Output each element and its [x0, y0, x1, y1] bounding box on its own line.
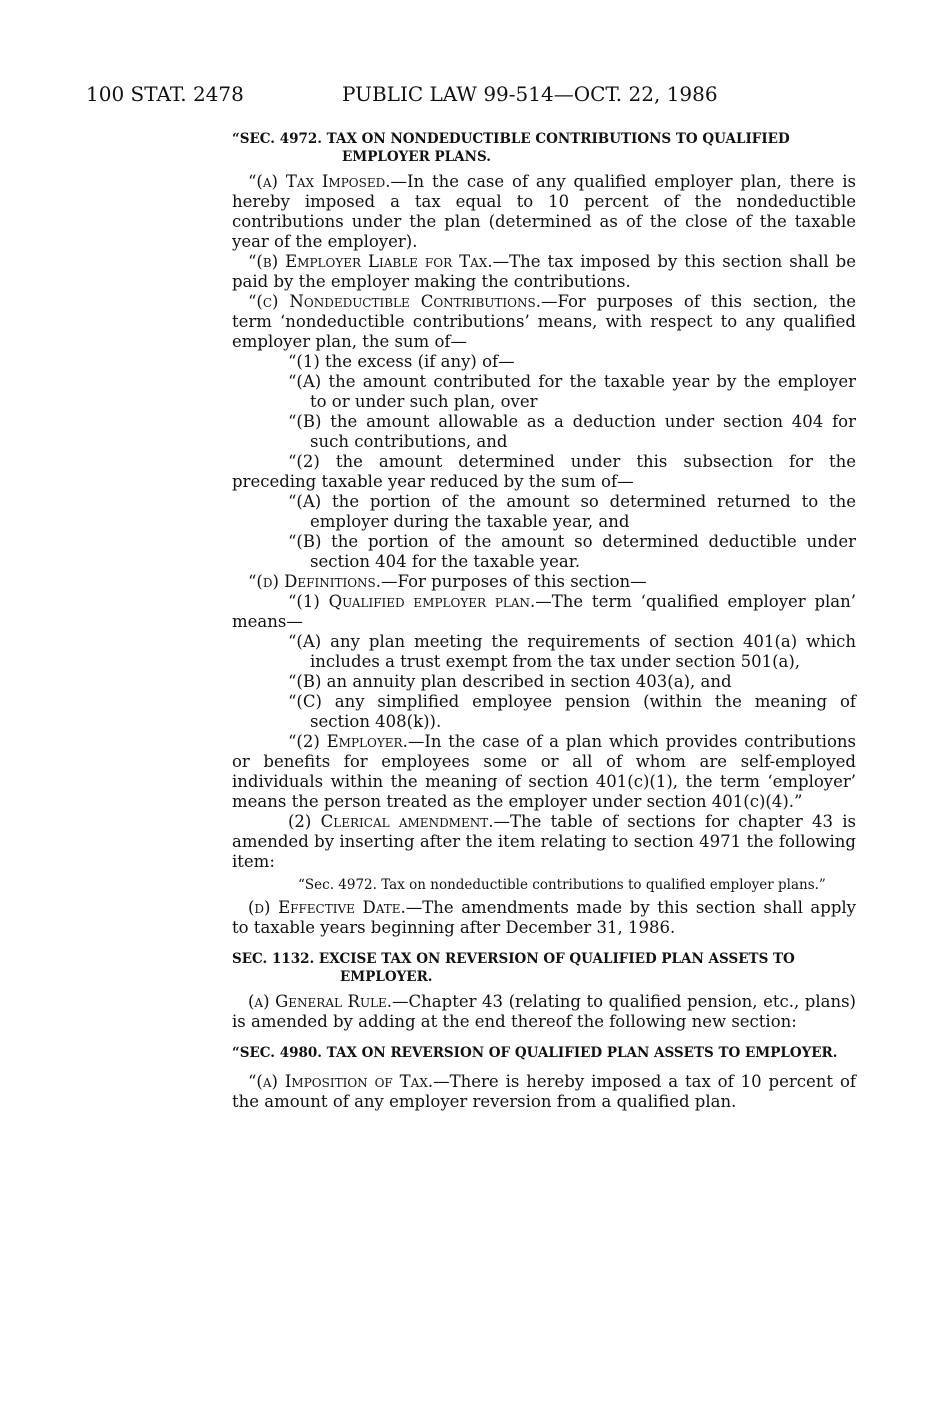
paragraph-c1: “(1) the excess (if any) of—: [288, 352, 515, 371]
paragraph-general-rule: [232, 992, 856, 1032]
table-of-sections-item: “Sec. 4972. Tax on nondeductible contributions to qualified employer plans.”: [298, 877, 826, 893]
paragraph-d1: [232, 592, 856, 632]
paragraph-d-label: “(d) Definitions.: [248, 572, 382, 591]
paragraph-c-text: —For purposes of this section, the term ‘nondeductible contributions’ means, with respect to any qualified employer plan, the sum of—: [232, 292, 856, 351]
paragraph-a-text: —In the case of any qualified employer plan, there is hereby imposed a tax equal to 10 percent of the nondeductible contributions under the plan (determined as of the close of the taxable year of the employer).: [232, 172, 856, 251]
paragraph-general-rule-label: (a) General Rule.: [248, 992, 393, 1011]
paragraph-d1a: “(A) any plan meeting the requirements of section 401(a) which includes a trust exempt from the tax under section 501(a),: [288, 632, 856, 671]
paragraph-d2-text: —In the case of a plan which provides contributions or benefits for employees some or all of whom are self-employed individuals within the meaning of section 401(c)(1), the term ‘employer’ means the person treated as the employer under section 401(c)(4).”: [232, 732, 856, 811]
paragraph-d2: [232, 732, 856, 812]
paragraph-clerical-text: —The table of sections for chapter 43 is amended by inserting after the item relating to section 4971 the following item:: [232, 812, 856, 871]
paragraph-d1-label: “(1) Qualified employer plan.: [288, 592, 536, 611]
paragraph-d1-text: —The term ‘qualified employer plan’ means—: [232, 592, 857, 631]
paragraph-d: [232, 572, 856, 592]
paragraph-b: [232, 252, 856, 292]
body-text: [232, 128, 856, 1112]
paragraph-d-text: —For purposes of this section—: [381, 572, 647, 591]
paragraph-effective-date: [232, 898, 856, 938]
paragraph-a-label: “(a) Tax Imposed.: [248, 172, 391, 191]
paragraph-imposition-text: —There is hereby imposed a tax of 10 percent of the amount of any employer reversion from a qualified plan.: [232, 1072, 856, 1111]
paragraph-general-rule-text: —Chapter 43 (relating to qualified pension, etc., plans) is amended by adding at the end thereof the following new section:: [232, 992, 856, 1031]
paragraph-c-label: “(c) Nondeductible Contributions.: [248, 292, 541, 311]
paragraph-d1c: “(C) any simplified employee pension (within the meaning of section 408(k)).: [288, 692, 856, 731]
paragraph-d1b: “(B) an annuity plan described in section 403(a), and: [288, 672, 732, 691]
section-4980-heading: “SEC. 4980. TAX ON REVERSION OF QUALIFIED PLAN ASSETS TO EMPLOYER.: [232, 1045, 838, 1061]
paragraph-clerical: [232, 812, 856, 872]
paragraph-effective-date-label: (d) Effective Date.: [248, 898, 406, 917]
paragraph-c: [232, 292, 856, 352]
stat-page-number: 100 STAT. 2478: [86, 82, 244, 106]
paragraph-b-label: “(b) Employer Liable for Tax.: [248, 252, 493, 271]
paragraph-b-text: —The tax imposed by this section shall be paid by the employer making the contributions.: [232, 252, 856, 291]
paragraph-imposition: [232, 1072, 856, 1112]
paragraph-clerical-label: (2) Clerical amendment.: [288, 812, 494, 831]
paragraph-c2b: “(B) the portion of the amount so determined deductible under section 404 for the taxable year.: [288, 532, 856, 571]
paragraph-a: [232, 172, 856, 252]
paragraph-c1b: “(B) the amount allowable as a deduction under section 404 for such contributions, and: [288, 412, 856, 451]
public-law-citation: PUBLIC LAW 99-514—OCT. 22, 1986: [342, 82, 718, 106]
paragraph-c1a: “(A) the amount contributed for the taxable year by the employer to or under such plan, over: [288, 372, 856, 411]
paragraph-c2: “(2) the amount determined under this subsection for the preceding taxable year reduced by the sum of—: [232, 452, 856, 491]
paragraph-effective-date-text: —The amendments made by this section shall apply to taxable years beginning after December 31, 1986.: [232, 898, 856, 937]
paragraph-c2a: “(A) the portion of the amount so determined returned to the employer during the taxable year, and: [288, 492, 856, 531]
section-1132-heading: SEC. 1132. EXCISE TAX ON REVERSION OF QUALIFIED PLAN ASSETS TO EMPLOYER.: [232, 951, 795, 985]
paragraph-imposition-label: “(a) Imposition of Tax.: [248, 1072, 434, 1091]
paragraph-d2-label: “(2) Employer.: [288, 732, 408, 751]
section-4972-heading: “SEC. 4972. TAX ON NONDEDUCTIBLE CONTRIBUTIONS TO QUALIFIED EMPLOYER PLANS.: [232, 131, 790, 165]
